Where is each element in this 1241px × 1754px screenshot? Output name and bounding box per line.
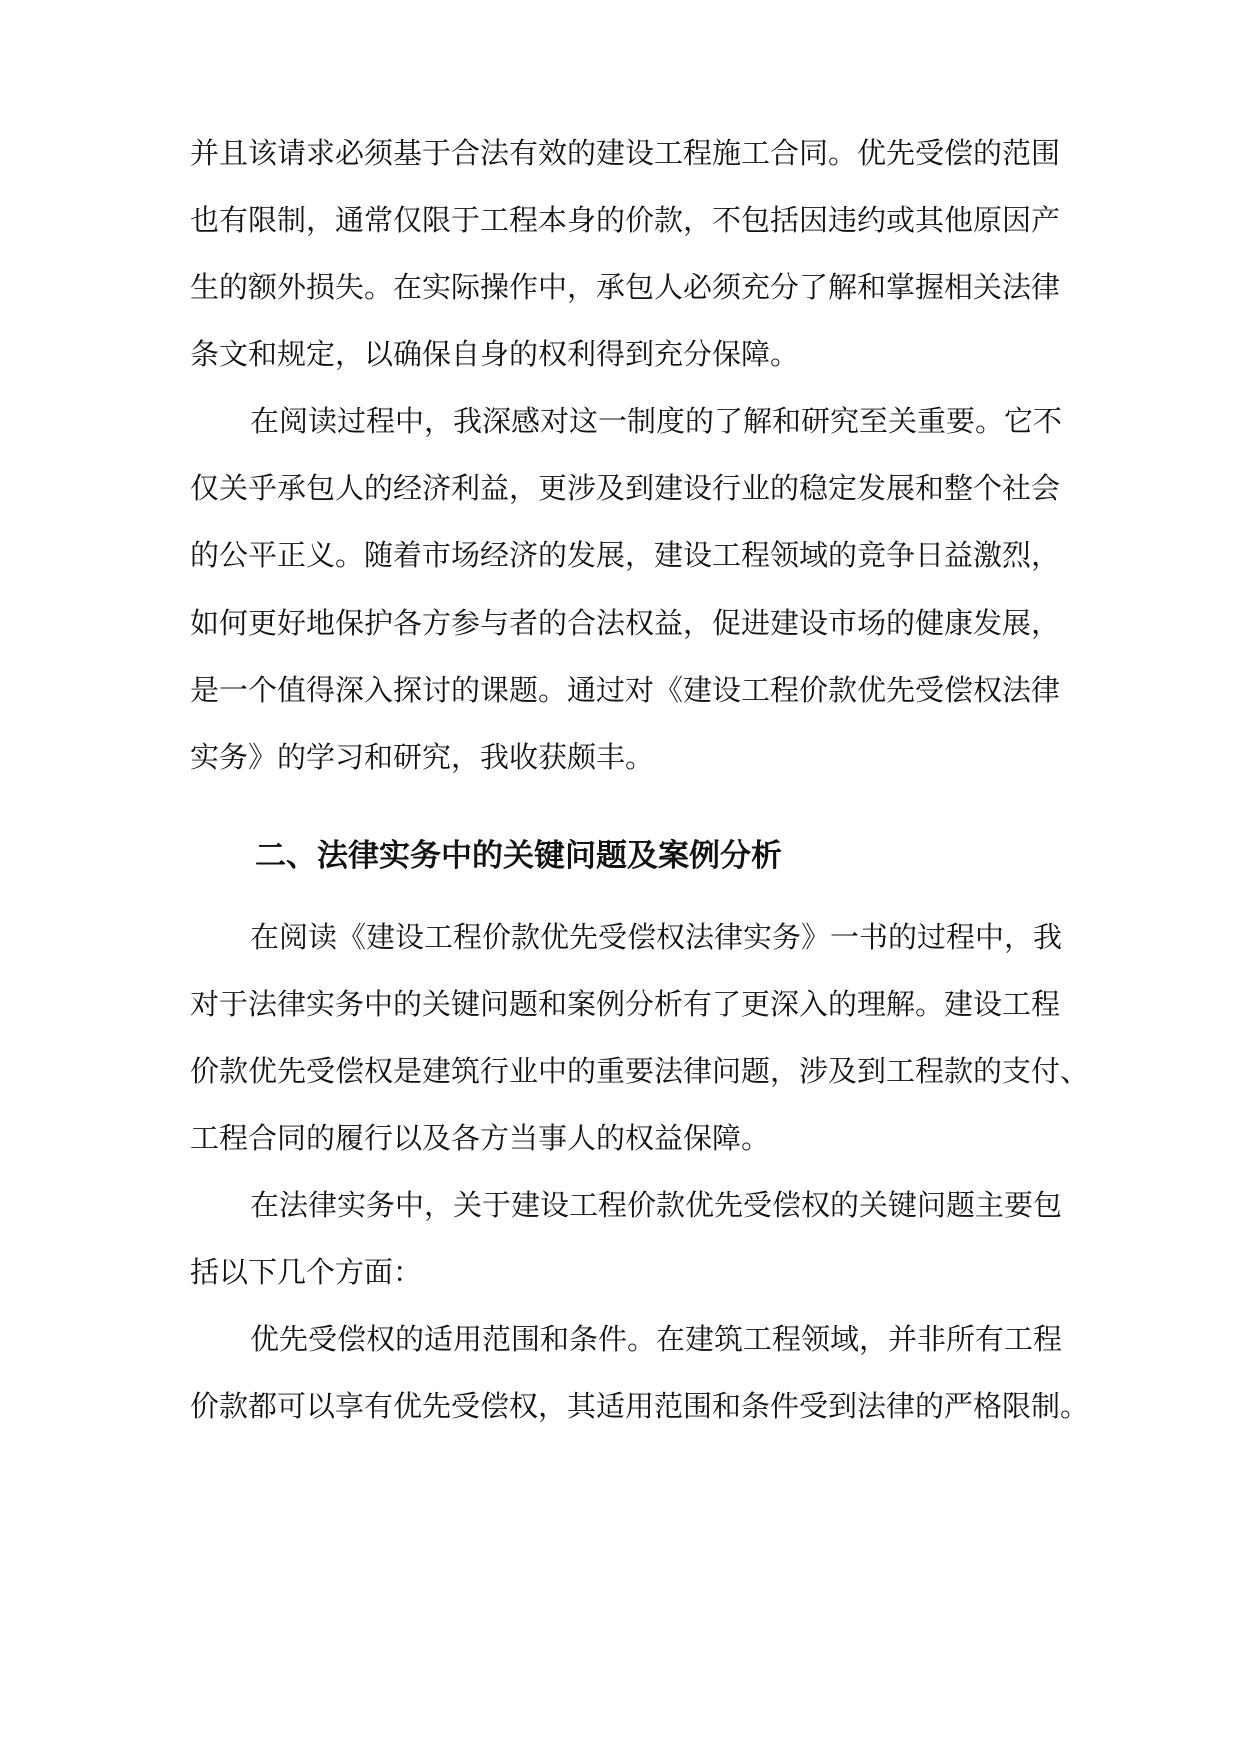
section-paragraph-1-line-3: 价款优先受偿权是建筑行业中的重要法律问题，涉及到工程款的支付、 <box>190 1054 1090 1088</box>
paragraph-2-line-6: 实务》的学习和研究，我收获颇丰。 <box>190 740 655 774</box>
section-paragraph-2-line-1: 在法律实务中，关于建设工程价款优先受偿权的关键问题主要包 <box>250 1188 1063 1222</box>
section-paragraph-1-line-1: 在阅读《建设工程价款优先受偿权法律实务》一书的过程中，我 <box>250 920 1063 954</box>
paragraph-1-line-3: 生的额外损失。在实际操作中，承包人必须充分了解和掌握相关法律 <box>190 270 1061 304</box>
section-paragraph-3-line-1: 优先受偿权的适用范围和条件。在建筑工程领域，并非所有工程 <box>250 1322 1063 1356</box>
section-heading: 二、法律实务中的关键问题及案例分析 <box>255 838 782 874</box>
paragraph-1-line-2: 也有限制，通常仅限于工程本身的价款，不包括因违约或其他原因产 <box>190 203 1061 237</box>
paragraph-1-line-4: 条文和规定，以确保自身的权利得到充分保障。 <box>190 337 800 371</box>
paragraph-2-line-3: 的公平正义。随着市场经济的发展，建设工程领域的竞争日益激烈， <box>190 538 1061 572</box>
paragraph-2-line-2: 仅关乎承包人的经济利益，更涉及到建设行业的稳定发展和整个社会 <box>190 471 1061 505</box>
paragraph-2-line-1: 在阅读过程中，我深感对这一制度的了解和研究至关重要。它不 <box>250 404 1063 438</box>
paragraph-2-line-5: 是一个值得深入探讨的课题。通过对《建设工程价款优先受偿权法律 <box>190 673 1061 707</box>
paragraph-1-line-1: 并且该请求必须基于合法有效的建设工程施工合同。优先受偿的范围 <box>190 136 1061 170</box>
section-paragraph-1-line-2: 对于法律实务中的关键问题和案例分析有了更深入的理解。建设工程 <box>190 987 1061 1021</box>
section-paragraph-2-line-2: 括以下几个方面： <box>190 1255 423 1289</box>
section-paragraph-1-line-4: 工程合同的履行以及各方当事人的权益保障。 <box>190 1121 771 1155</box>
paragraph-2-line-4: 如何更好地保护各方参与者的合法权益，促进建设市场的健康发展， <box>190 606 1061 640</box>
section-paragraph-3-line-2: 价款都可以享有优先受偿权，其适用范围和条件受到法律的严格限制。 <box>190 1389 1090 1423</box>
